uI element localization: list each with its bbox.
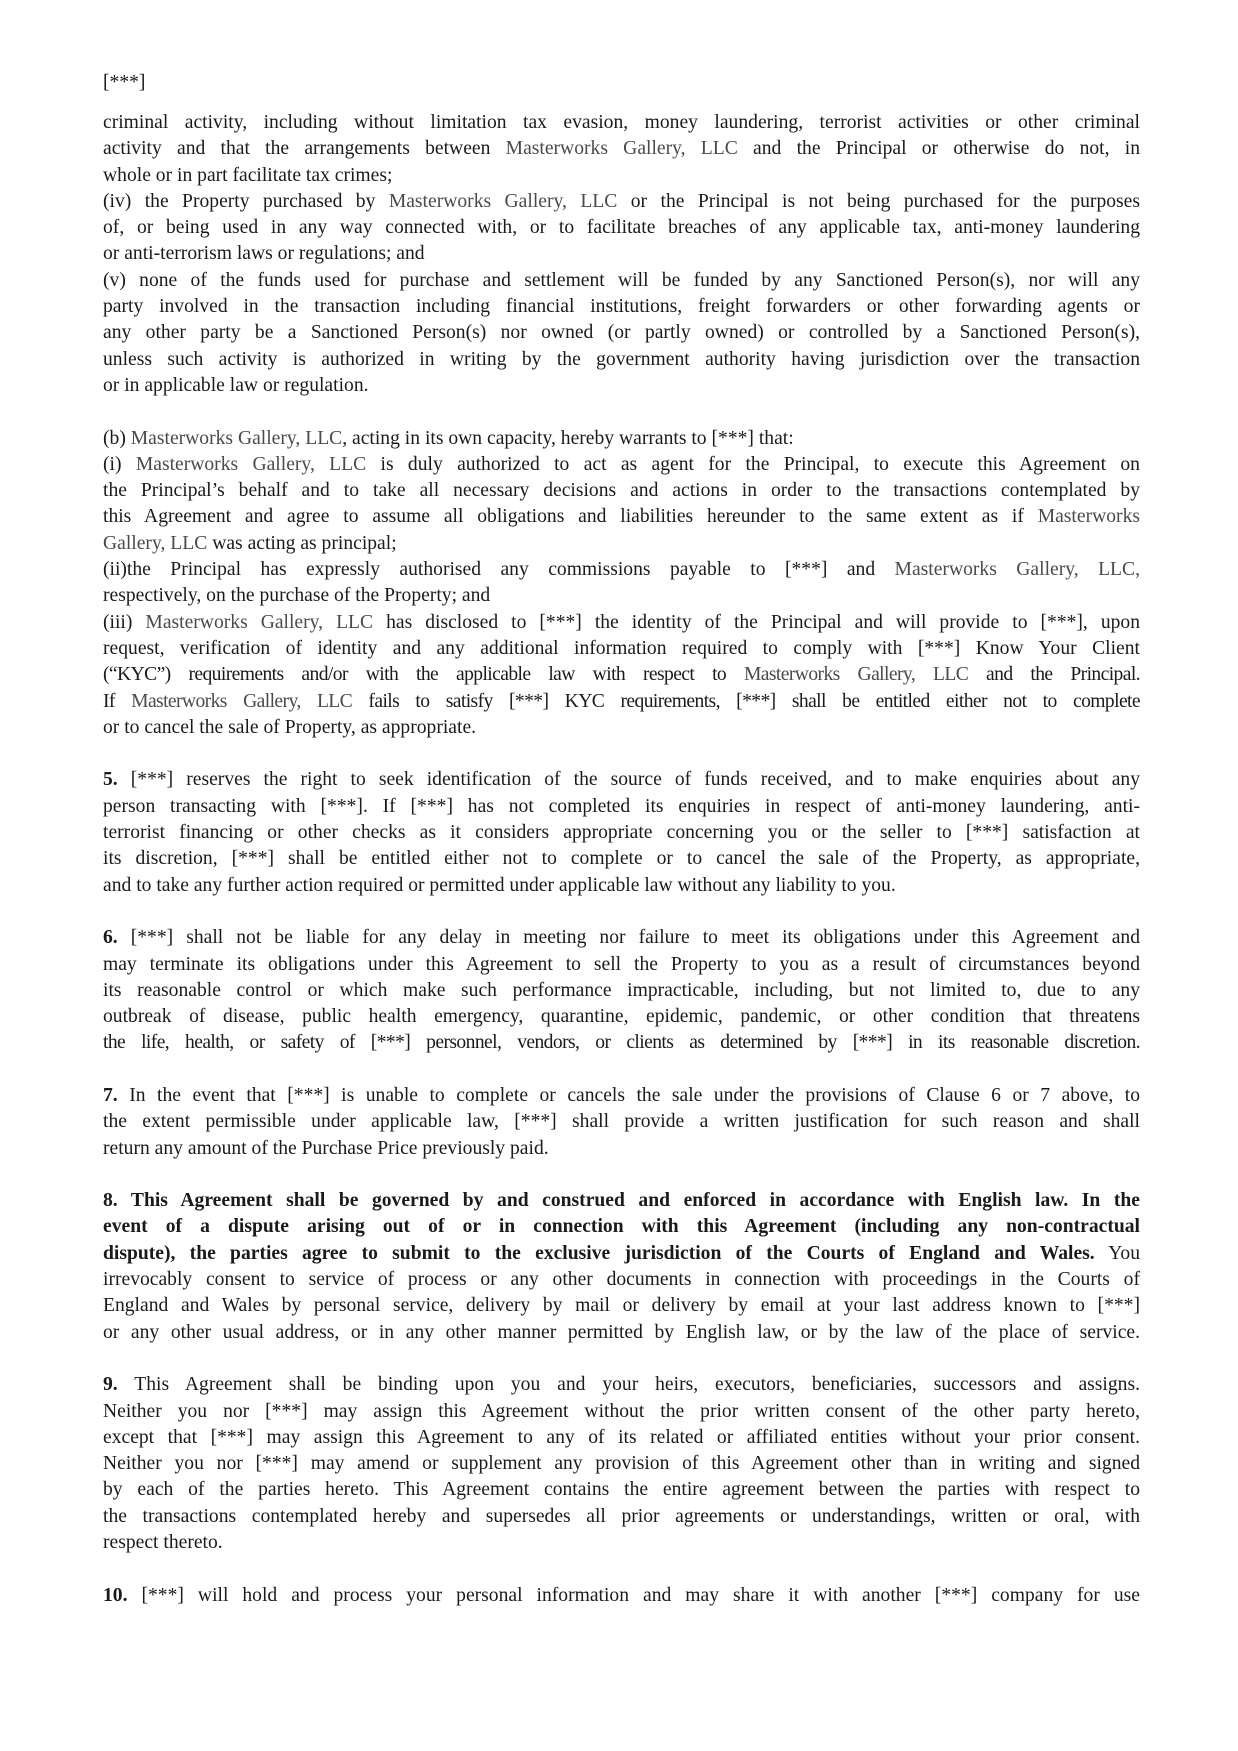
item-iv-line: (iv) the Property purchased by Masterworks Gallery, LLC or the Principal is not being purchased for the purposes xyxy=(103,190,1141,212)
text-line: Neither you nor [***] may amend or supplement any provision of this Agreement other than in writing and signed xyxy=(103,1453,1140,1475)
item-v-line: any other party be a Sanctioned Person(s) nor owned (or partly owned) or controlled by a Sanctioned Person(s), xyxy=(103,322,1140,344)
item-iii-line: or to cancel the sale of Property, as appropriate. xyxy=(103,716,477,738)
text-line: 5. [***] reserves the right to seek identification of the source of funds received, and to make enquiries about any xyxy=(103,769,1140,791)
entity-name: Masterworks Gallery, LLC xyxy=(505,138,738,160)
item-i-line: Gallery, LLC was acting as principal; xyxy=(103,532,397,554)
text-line: Neither you nor [***] may assign this Agreement without the prior written consent of the other party hereto, xyxy=(103,1400,1140,1422)
text-line: outbreak of disease, public health emergency, quarantine, epidemic, pandemic, or other condition that threatens xyxy=(103,1006,1140,1028)
clause-number: 7. xyxy=(103,1084,118,1106)
entity-name: Masterworks Gallery, LLC xyxy=(388,190,618,212)
item-i-line: (i) Masterworks Gallery, LLC is duly authorized to act as agent for the Principal, to execute this Agreement on xyxy=(103,453,1140,475)
item-v-line: unless such activity is authorized in writing by the government authority having jurisdiction over the transaction xyxy=(103,348,1140,370)
clause-number: 8. xyxy=(103,1190,118,1212)
item-v-line: or in applicable law or regulation. xyxy=(103,374,369,396)
text-line: activity and that the arrangements between Masterworks Gallery, LLC and the Principal or otherwise do not, in xyxy=(103,138,1140,160)
clause-6 xyxy=(103,925,1140,1056)
text-line: or any other usual address, or in any other manner permitted by English law, or by the law of the place of service. xyxy=(103,1321,1140,1343)
item-i-line: the Principal’s behalf and to take all necessary decisions and actions in order to the transactions contemplated by xyxy=(103,480,1140,502)
clause-5 xyxy=(103,767,1140,898)
entity-name: Masterworks Gallery, LLC xyxy=(145,611,374,633)
clause-4b-intro: (b) Masterworks Gallery, LLC, acting in its own capacity, hereby warrants to [***] that: xyxy=(103,427,794,449)
item-iii-line: If Masterworks Gallery, LLC fails to satisfy [***] KYC requirements, [***] shall be entitled either not to complete xyxy=(103,690,1141,712)
text-line: irrevocably consent to service of process or any other documents in connection with proceedings in the Courts of xyxy=(103,1269,1140,1291)
text-line: person transacting with [***]. If [***] has not completed its enquiries in respect of anti-money laundering, anti- xyxy=(103,795,1140,817)
entity-name: Masterworks Gallery, LLC xyxy=(131,690,353,712)
clause-4a-continuation xyxy=(103,110,1140,399)
redaction-header: [***] xyxy=(103,72,146,93)
text-line: except that [***] may assign this Agreement to any of its related or affiliated entities without your prior consent. xyxy=(103,1426,1140,1448)
entity-name: Masterworks xyxy=(1037,506,1140,528)
item-ii-line: respectively, on the purchase of the Property; and xyxy=(103,585,491,607)
text-line: terrorist financing or other checks as it considers appropriate concerning you or the seller to [***] satisfaction at xyxy=(103,822,1140,844)
entity-name: Masterworks Gallery, LLC xyxy=(743,664,969,686)
text-line: England and Wales by personal service, delivery by mail or delivery by email at your last address known to [***] xyxy=(103,1295,1140,1317)
entity-name: Masterworks Gallery, LLC xyxy=(130,427,343,449)
text-line: 10. [***] will hold and process your personal information and may share it with another [***] company for use xyxy=(103,1584,1140,1606)
text-line: may terminate its obligations under this Agreement to sell the Property to you as a result of circumstances beyond xyxy=(103,953,1140,975)
clause-8 xyxy=(103,1188,1140,1346)
document-page xyxy=(103,70,1140,1635)
text-line: criminal activity, including without limitation tax evasion, money laundering, terrorist activities or other criminal xyxy=(103,112,1140,133)
item-iii-line: request, verification of identity and any additional information required to comply with [***] Know Your Client xyxy=(103,637,1140,659)
text-line: 9. This Agreement shall be binding upon you and your heirs, executors, beneficiaries, successors and assigns. xyxy=(103,1374,1140,1396)
item-iii-line: (iii) Masterworks Gallery, LLC has disclosed to [***] the identity of the Principal and will provide to [***], upon xyxy=(103,611,1141,633)
entity-name: Masterworks Gallery, LLC xyxy=(135,453,367,475)
clause-number: 6. xyxy=(103,927,118,949)
text-line: respect thereto. xyxy=(103,1532,223,1554)
governing-law-line: event of a dispute arising out of or in connection with this Agreement (including any non-contractual xyxy=(103,1216,1140,1238)
text-line: 7. In the event that [***] is unable to complete or cancels the sale under the provisions of Clause 6 or 7 above, to xyxy=(103,1084,1140,1106)
item-ii-line: (ii)the Principal has expressly authorised any commissions payable to [***] and Masterworks Gallery, LLC, xyxy=(103,559,1140,581)
text-line: return any amount of the Purchase Price previously paid. xyxy=(103,1137,549,1159)
text-line: the transactions contemplated hereby and supersedes all prior agreements or understandings, written or oral, with xyxy=(103,1505,1140,1527)
governing-law-line: dispute), the parties agree to submit to the exclusive jurisdiction of the Courts of England and Wales. You xyxy=(103,1242,1141,1264)
text-line: by each of the parties hereto. This Agreement contains the entire agreement between the parties with respect to xyxy=(103,1479,1140,1501)
entity-name: Masterworks Gallery, LLC, xyxy=(894,559,1140,581)
clause-10 xyxy=(103,1583,1140,1609)
entity-name: Gallery, LLC xyxy=(103,532,208,554)
text-line: 6. [***] shall not be liable for any delay in meeting nor failure to meet its obligations under this Agreement and xyxy=(103,927,1140,949)
text-line: its reasonable control or which make such performance impracticable, including, but not limited to, due to any xyxy=(103,979,1140,1001)
clause-number: 9. xyxy=(103,1374,118,1396)
text-line: and to take any further action required or permitted under applicable law without any liability to you. xyxy=(103,874,896,896)
clause-4b xyxy=(103,426,1140,742)
clause-9 xyxy=(103,1372,1140,1556)
item-iii-line: (“KYC”) requirements and/or with the applicable law with respect to Masterworks Gallery, LLC and the Principal. xyxy=(103,664,1140,686)
item-v-line: party involved in the transaction including financial institutions, freight forwarders or other forwarding agents or xyxy=(103,296,1140,318)
item-iv-line: or anti-terrorism laws or regulations; and xyxy=(103,243,425,265)
text-line: the extent permissible under applicable law, [***] shall provide a written justification for such reason and shall xyxy=(103,1111,1140,1133)
text-line: its discretion, [***] shall be entitled either not to complete or to cancel the sale of the Property, as appropriate, xyxy=(103,848,1140,870)
item-i-line: this Agreement and agree to assume all obligations and liabilities hereunder to the same extent as if Masterworks xyxy=(103,506,1140,528)
clause-number: 10. xyxy=(103,1584,128,1606)
item-iv-line: of, or being used in any way connected with, or to facilitate breaches of any applicable tax, anti-money laundering xyxy=(103,217,1140,239)
text-line: the life, health, or safety of [***] personnel, vendors, or clients as determined by [***] in its reasonable discretion. xyxy=(103,1032,1140,1054)
text-line: whole or in part facilitate tax crimes; xyxy=(103,164,393,186)
item-v-line: (v) none of the funds used for purchase and settlement will be funded by any Sanctioned Person(s), nor will any xyxy=(103,269,1140,291)
clause-number: 5. xyxy=(103,769,118,791)
clause-7 xyxy=(103,1083,1140,1162)
governing-law-line: 8. This Agreement shall be governed by and construed and enforced in accordance with English law. In the xyxy=(103,1190,1140,1212)
